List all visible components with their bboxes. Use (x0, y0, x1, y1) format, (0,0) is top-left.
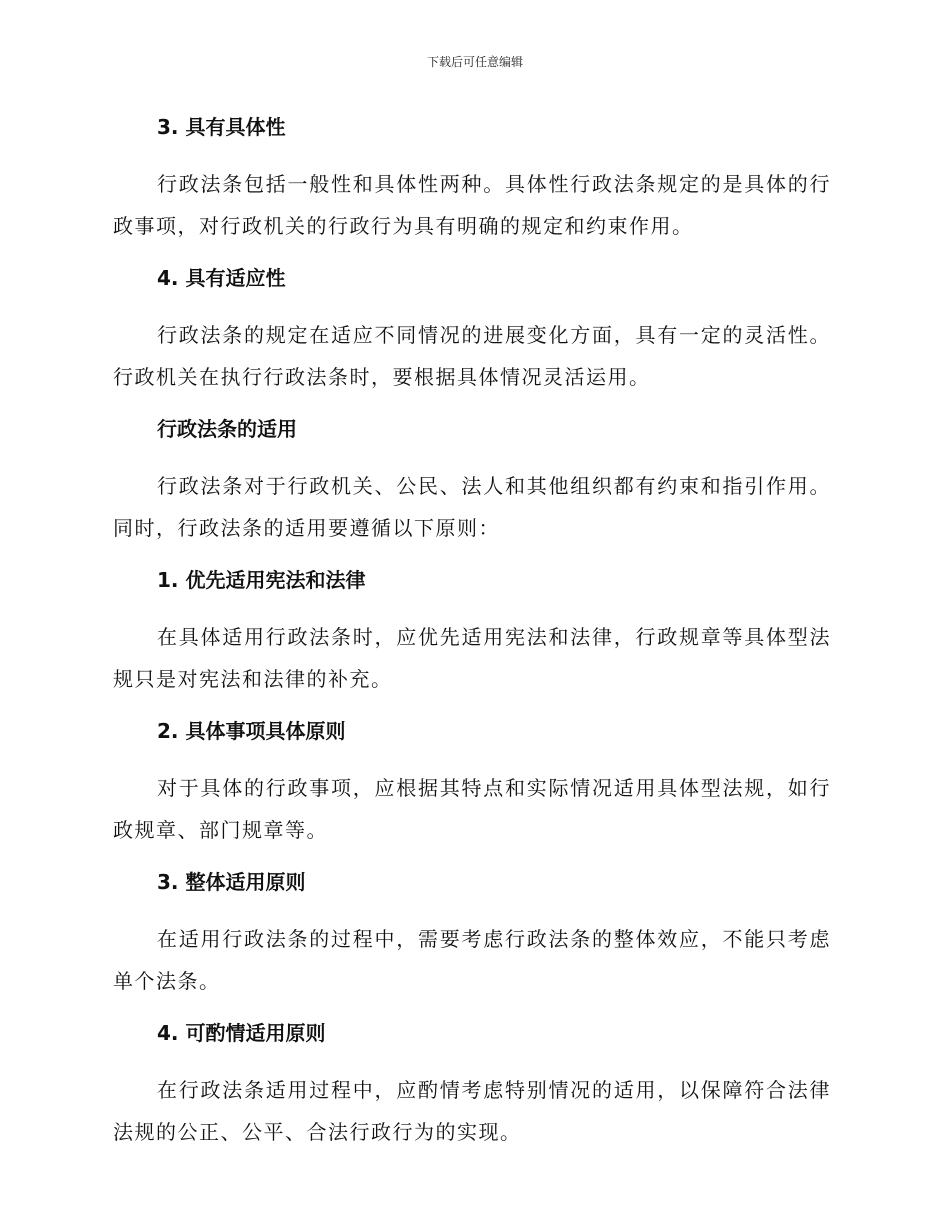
section-paragraph: 对于具体的行政事项，应根据其特点和实际情况适用具体型法规，如行政规章、部门规章等。 (113, 776, 831, 842)
section-heading: 3. 具有具体性 (157, 115, 286, 139)
section-paragraph: 在行政法条适用过程中，应酌情考虑特别情况的适用，以保障符合法律法规的公正、公平、合法行政行为的实现。 (113, 1078, 831, 1144)
section-paragraph: 在适用行政法条的过程中，需要考虑行政法条的整体效应，不能只考虑单个法条。 (113, 927, 831, 993)
section-heading: 行政法条的适用 (157, 417, 297, 441)
document-body (113, 112, 831, 1153)
section-heading: 3. 整体适用原则 (157, 870, 306, 894)
section-heading: 4. 可酌情适用原则 (157, 1021, 326, 1045)
section-heading: 2. 具体事项具体原则 (157, 719, 346, 743)
section-heading: 1. 优先适用宪法和法律 (157, 568, 366, 592)
section-heading: 4. 具有适应性 (157, 266, 286, 290)
section-paragraph: 在具体适用行政法条时，应优先适用宪法和法律，行政规章等具体型法规只是对宪法和法律的补充。 (113, 625, 831, 691)
section-paragraph: 行政法条包括一般性和具体性两种。具体性行政法条规定的是具体的行政事项，对行政机关的行政行为具有明确的规定和约束作用。 (113, 172, 831, 238)
page-header: 下载后可任意编辑 (426, 55, 523, 69)
section-paragraph: 行政法条对于行政机关、公民、法人和其他组织都有约束和指引作用。同时，行政法条的适用要遵循以下原则： (113, 474, 831, 540)
section-paragraph: 行政法条的规定在适应不同情况的进展变化方面，具有一定的灵活性。行政机关在执行行政法条时，要根据具体情况灵活运用。 (113, 323, 831, 389)
